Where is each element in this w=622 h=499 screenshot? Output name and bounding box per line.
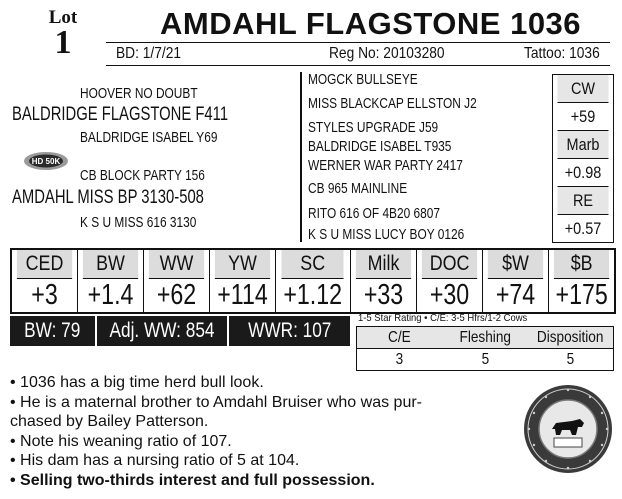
epd-w-index (483, 250, 549, 312)
epd-value: +3 (31, 279, 58, 311)
pedigree-divider (300, 72, 302, 242)
re-label: RE (558, 187, 609, 215)
epd-yw (210, 250, 276, 312)
certified-seal-icon (522, 383, 614, 475)
epd-value: +74 (495, 279, 535, 311)
pedigree-right-8: K S U MISS LUCY BOY 0126 (308, 227, 465, 243)
epd-header: DOC (422, 250, 477, 279)
star-header-fleshing: Fleshing (459, 328, 511, 346)
epd-b-index (549, 250, 614, 312)
pedigree-right-2: MISS BLACKCAP ELLSTON J2 (308, 96, 477, 112)
epd-ced (12, 250, 78, 312)
pedigree-right-4: BALDRIDGE ISABEL T935 (308, 139, 452, 155)
note-line: • Selling two-thirds interest and full possession. (10, 471, 375, 489)
epd-value: +1.4 (87, 279, 134, 311)
note-line: • He is a maternal brother to Amdahl Bruiser who was pur- (10, 393, 422, 411)
registration-number: Reg No: 20103280 (329, 45, 445, 62)
epd-header: YW (215, 250, 270, 279)
epd-value: +175 (555, 279, 608, 311)
star-rating-note: 1-5 Star Rating • C/E: 3-5 Hfrs/1-2 Cows (358, 312, 528, 324)
epd-header: $B (554, 250, 610, 279)
epd-header: BW (83, 250, 138, 279)
marb-label: Marb (558, 131, 609, 159)
cw-label: CW (558, 75, 609, 103)
star-header-disposition: Disposition (537, 328, 604, 346)
animal-name: AMDAHL FLAGSTONE 1036 (160, 6, 582, 41)
weaning-weight-ratio-text: WWR: 107 (248, 319, 332, 342)
epd-table (10, 248, 616, 314)
epd-value: +1.12 (283, 279, 343, 311)
birth-weight (10, 316, 97, 346)
epd-ww (144, 250, 210, 312)
epd-doc (417, 250, 483, 312)
dam: AMDAHL MISS BP 3130-508 (12, 187, 204, 208)
cw-value: +59 (558, 103, 609, 131)
pedigree-right-7: RITO 616 OF 4B20 6807 (308, 206, 440, 222)
tattoo: Tattoo: 1036 (524, 45, 600, 62)
lot-number: 1 (54, 24, 72, 61)
epd-value: +30 (429, 279, 469, 311)
birth-weight-text: BW: 79 (24, 319, 81, 342)
epd-header: CED (17, 250, 72, 279)
epd-sc (276, 250, 350, 312)
birth-date: BD: 1/7/21 (116, 45, 182, 62)
epd-value: +62 (156, 279, 197, 311)
hd50k-badge-icon (23, 151, 69, 171)
badge-text: HD 50K (31, 157, 61, 166)
carcass-epd-box (552, 74, 614, 243)
pedigree-right-3: STYLES UPGRADE J59 (308, 120, 439, 136)
lot-label: Lot (48, 7, 78, 28)
weaning-weight-ratio (229, 316, 350, 346)
star-value-row (357, 349, 613, 370)
re-value: +0.57 (564, 218, 602, 238)
note-line: • 1036 has a big time herd bull look. (10, 374, 264, 391)
sale-notes (10, 373, 500, 490)
epd-milk (351, 250, 417, 312)
marb-value: +0.98 (558, 159, 609, 187)
sire: BALDRIDGE FLAGSTONE F411 (12, 104, 229, 125)
star-value-ce: 3 (395, 350, 404, 368)
lot-badge (28, 8, 98, 59)
star-value-disposition: 5 (566, 350, 575, 368)
pedigree-right-5: WERNER WAR PARTY 2417 (308, 158, 463, 174)
performance-bar (10, 316, 350, 346)
epd-header: SC (282, 250, 344, 279)
pedigree-right-6: CB 965 MAINLINE (308, 181, 408, 197)
sire-sire: HOOVER NO DOUBT (80, 86, 198, 102)
epd-value: +114 (217, 279, 268, 311)
note-line: chased by Bailey Patterson. (10, 413, 209, 430)
epd-header: $W (488, 250, 543, 279)
star-header-ce: C/E (388, 328, 411, 346)
star-header-row (357, 327, 613, 349)
sire-dam: BALDRIDGE ISABEL Y69 (80, 130, 218, 146)
epd-value: +33 (363, 279, 403, 311)
dam-dam: K S U MISS 616 3130 (80, 215, 197, 231)
dam-sire: CB BLOCK PARTY 156 (80, 168, 205, 184)
star-rating-table (356, 326, 614, 371)
epd-header: Milk (355, 250, 410, 279)
pedigree-right-1: MOGCK BULLSEYE (308, 72, 418, 88)
epd-bw (78, 250, 144, 312)
star-value-fleshing: 5 (481, 350, 489, 368)
note-line: • His dam has a nursing ratio of 5 at 104. (10, 452, 300, 469)
adjusted-weaning-weight-text: Adj. WW: 854 (109, 319, 215, 342)
note-line: • Note his weaning ratio of 107. (10, 432, 232, 450)
adjusted-weaning-weight (97, 316, 229, 346)
epd-header: WW (149, 250, 204, 279)
